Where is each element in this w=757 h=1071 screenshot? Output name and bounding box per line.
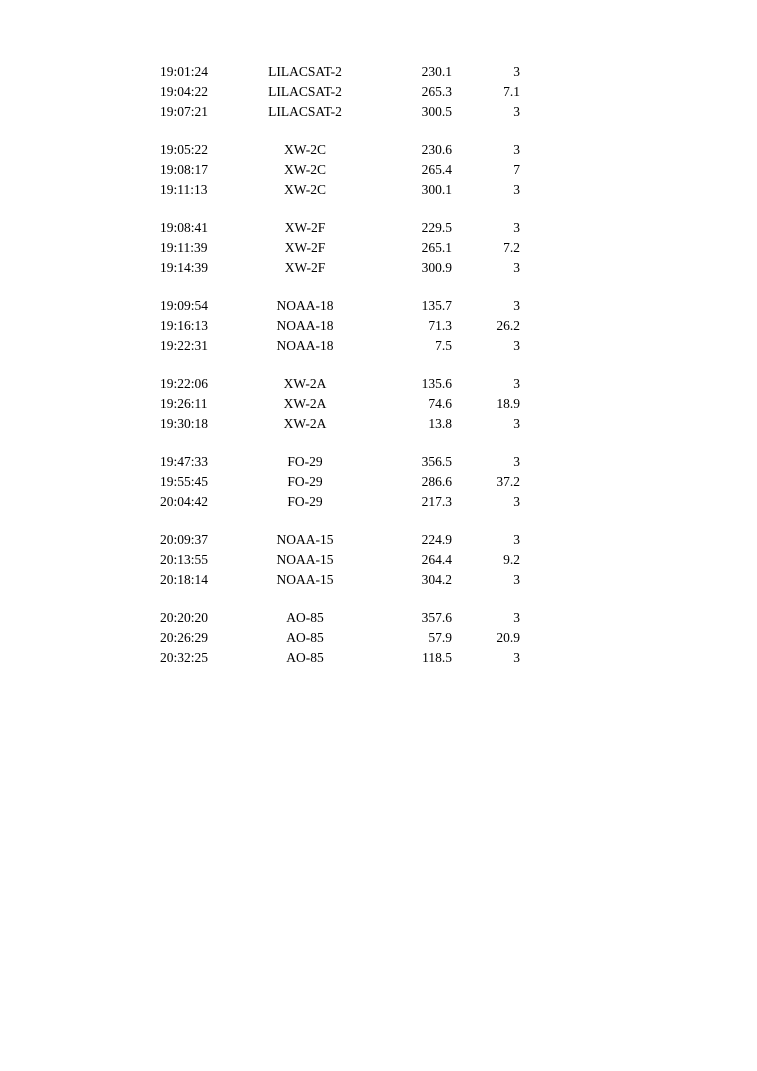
- elevation-value: 7.1: [503, 84, 520, 100]
- satellite-name: XW-2C: [284, 142, 326, 158]
- elevation-value: 3: [513, 64, 520, 80]
- elevation-value: 7.2: [503, 240, 520, 256]
- elevation-value: 3: [513, 298, 520, 314]
- group-spacer: [160, 122, 520, 140]
- table-row: [160, 180, 520, 200]
- elevation-value: 3: [513, 376, 520, 392]
- table-row: [160, 530, 520, 550]
- group-spacer-cell: [160, 278, 520, 296]
- table-row: [160, 82, 520, 102]
- elevation-value: 3: [513, 610, 520, 626]
- elevation-value: 26.2: [496, 318, 520, 334]
- azimuth-value: 265.1: [421, 240, 452, 256]
- table-row: [160, 374, 520, 394]
- elevation-value: 18.9: [496, 396, 520, 412]
- table-row: [160, 472, 520, 492]
- azimuth-value: 13.8: [428, 416, 452, 432]
- elevation-value: 3: [513, 416, 520, 432]
- satellite-name: AO-85: [286, 650, 324, 666]
- pass-time: 20:18:14: [160, 572, 209, 588]
- pass-time: 19:11:13: [160, 182, 208, 198]
- group-spacer-cell: [160, 122, 520, 140]
- elevation-value: 3: [513, 454, 520, 470]
- table-row: [160, 102, 520, 122]
- pass-time: 19:22:06: [160, 376, 209, 392]
- satellite-name: NOAA-15: [276, 532, 334, 548]
- satellite-name: AO-85: [286, 610, 324, 626]
- pass-time: 20:20:20: [160, 610, 209, 626]
- azimuth-value: 300.5: [421, 104, 452, 120]
- azimuth-value: 230.1: [421, 64, 452, 80]
- pass-time: 20:04:42: [160, 494, 209, 510]
- pass-time: 19:22:31: [160, 338, 209, 354]
- pass-time: 19:05:22: [160, 142, 209, 158]
- satellite-name: NOAA-18: [276, 318, 334, 334]
- table-row: [160, 492, 520, 512]
- pass-time: 19:08:17: [160, 162, 209, 178]
- satellite-name: AO-85: [286, 630, 324, 646]
- pass-time: 19:14:39: [160, 260, 209, 276]
- satellite-name: FO-29: [287, 494, 323, 510]
- group-spacer-cell: [160, 200, 520, 218]
- elevation-value: 3: [513, 532, 520, 548]
- group-spacer-cell: [160, 512, 520, 530]
- elevation-value: 3: [513, 650, 520, 666]
- group-spacer: [160, 512, 520, 530]
- pass-time: 19:30:18: [160, 416, 209, 432]
- azimuth-value: 230.6: [421, 142, 452, 158]
- elevation-value: 3: [513, 142, 520, 158]
- elevation-value: 3: [513, 104, 520, 120]
- elevation-value: 3: [513, 182, 520, 198]
- table-row: [160, 160, 520, 180]
- table-row: [160, 62, 520, 82]
- pass-time: 20:09:37: [160, 532, 209, 548]
- elevation-value: 3: [513, 260, 520, 276]
- satellite-name: XW-2C: [284, 182, 326, 198]
- azimuth-value: 135.6: [421, 376, 452, 392]
- azimuth-value: 265.4: [421, 162, 452, 178]
- elevation-value: 9.2: [503, 552, 520, 568]
- pass-time: 19:04:22: [160, 84, 209, 100]
- azimuth-value: 224.9: [421, 532, 452, 548]
- satellite-pass-table: [160, 62, 520, 668]
- group-spacer: [160, 278, 520, 296]
- satellite-name: FO-29: [287, 474, 323, 490]
- elevation-value: 3: [513, 494, 520, 510]
- satellite-name: NOAA-15: [276, 552, 334, 568]
- satellite-name: FO-29: [287, 454, 323, 470]
- satellite-name: LILACSAT-2: [268, 104, 342, 120]
- pass-time: 19:07:21: [160, 104, 209, 120]
- azimuth-value: 356.5: [421, 454, 452, 470]
- table-row: [160, 296, 520, 316]
- satellite-name: XW-2A: [283, 376, 327, 392]
- pass-time: 20:26:29: [160, 630, 209, 646]
- pass-time: 19:11:39: [160, 240, 208, 256]
- azimuth-value: 300.1: [421, 182, 452, 198]
- group-spacer: [160, 356, 520, 374]
- table-row: [160, 336, 520, 356]
- group-spacer-cell: [160, 434, 520, 452]
- pass-time: 19:16:13: [160, 318, 209, 334]
- azimuth-value: 286.6: [421, 474, 452, 490]
- satellite-name: XW-2F: [284, 260, 326, 276]
- pass-time: 19:09:54: [160, 298, 209, 314]
- pass-time: 20:13:55: [160, 552, 209, 568]
- table-row: [160, 452, 520, 472]
- satellite-name: NOAA-15: [276, 572, 334, 588]
- satellite-name: LILACSAT-2: [268, 64, 342, 80]
- satellite-name: LILACSAT-2: [268, 84, 342, 100]
- satellite-name: NOAA-18: [276, 298, 334, 314]
- pass-time: 20:32:25: [160, 650, 209, 666]
- group-spacer-cell: [160, 356, 520, 374]
- azimuth-value: 229.5: [421, 220, 452, 236]
- group-spacer: [160, 590, 520, 608]
- azimuth-value: 357.6: [421, 610, 452, 626]
- pass-time: 19:55:45: [160, 474, 209, 490]
- pass-time: 19:08:41: [160, 220, 209, 236]
- azimuth-value: 71.3: [428, 318, 452, 334]
- elevation-value: 20.9: [496, 630, 520, 646]
- satellite-name: NOAA-18: [276, 338, 334, 354]
- elevation-value: 3: [513, 572, 520, 588]
- azimuth-value: 265.3: [421, 84, 452, 100]
- elevation-value: 3: [513, 338, 520, 354]
- elevation-value: 37.2: [496, 474, 520, 490]
- pass-table-container: [160, 62, 520, 668]
- satellite-name: XW-2F: [284, 220, 326, 236]
- table-row: [160, 258, 520, 278]
- satellite-name: XW-2F: [284, 240, 326, 256]
- table-row: [160, 628, 520, 648]
- azimuth-value: 264.4: [421, 552, 452, 568]
- pass-time: 19:26:11: [160, 396, 208, 412]
- table-row: [160, 394, 520, 414]
- elevation-value: 3: [513, 220, 520, 236]
- pass-time: 19:01:24: [160, 64, 209, 80]
- table-row: [160, 570, 520, 590]
- table-row: [160, 238, 520, 258]
- azimuth-value: 304.2: [421, 572, 452, 588]
- azimuth-value: 135.7: [421, 298, 452, 314]
- satellite-name: XW-2A: [283, 396, 327, 412]
- table-row: [160, 414, 520, 434]
- satellite-name: XW-2A: [283, 416, 327, 432]
- azimuth-value: 300.9: [421, 260, 452, 276]
- azimuth-value: 57.9: [428, 630, 452, 646]
- table-row: [160, 550, 520, 570]
- table-row: [160, 316, 520, 336]
- group-spacer: [160, 200, 520, 218]
- azimuth-value: 118.5: [422, 650, 452, 666]
- satellite-name: XW-2C: [284, 162, 326, 178]
- table-row: [160, 648, 520, 668]
- group-spacer-cell: [160, 590, 520, 608]
- azimuth-value: 74.6: [428, 396, 452, 412]
- azimuth-value: 217.3: [421, 494, 452, 510]
- table-row: [160, 608, 520, 628]
- table-row: [160, 140, 520, 160]
- group-spacer: [160, 434, 520, 452]
- table-row: [160, 218, 520, 238]
- pass-time: 19:47:33: [160, 454, 209, 470]
- azimuth-value: 7.5: [435, 338, 452, 354]
- elevation-value: 7: [513, 162, 520, 178]
